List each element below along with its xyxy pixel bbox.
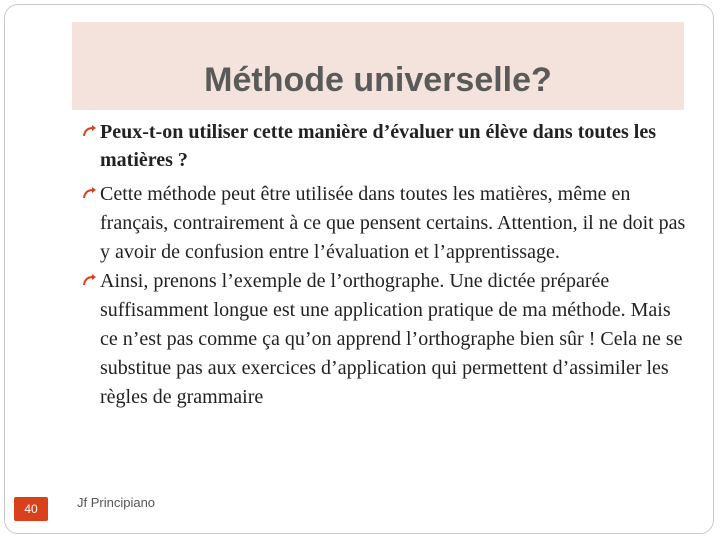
bullet-text: Peux-t-on utiliser cette manière d’évaluer un élève dans toutes les matières ?: [100, 121, 657, 171]
bullet-text: Cette méthode peut être utilisée dans toutes les matières, même en français, contrairement à ce que pensent certains. Attention, il ne doit pas y avoir de confusion entre l’évaluation et l’apprentissage.: [100, 183, 686, 263]
slide-title: Méthode universelle?: [204, 61, 552, 99]
bullet-list: [76, 118, 686, 412]
footer-author: Jf Principiano: [77, 495, 156, 510]
curved-arrow-bullet-icon: [82, 186, 98, 202]
curved-arrow-bullet-icon: [82, 124, 98, 140]
curved-arrow-bullet-icon: [82, 273, 98, 289]
bullet-text: Ainsi, prenons l’exemple de l’orthographe. Une dictée préparée suffisamment longue est une application pratique de ma méthode. Mais ce n’est pas comme ça qu’on apprend l’orthographe bien sûr ! Cela ne se substitue pas aux exercices d’application qui permettent d’assimiler les règles de grammaire: [100, 270, 683, 408]
bullet-answer: [76, 180, 686, 267]
bullet-question: [76, 118, 686, 174]
slide-number-badge: 40: [14, 497, 48, 521]
bullet-example: [76, 267, 686, 412]
